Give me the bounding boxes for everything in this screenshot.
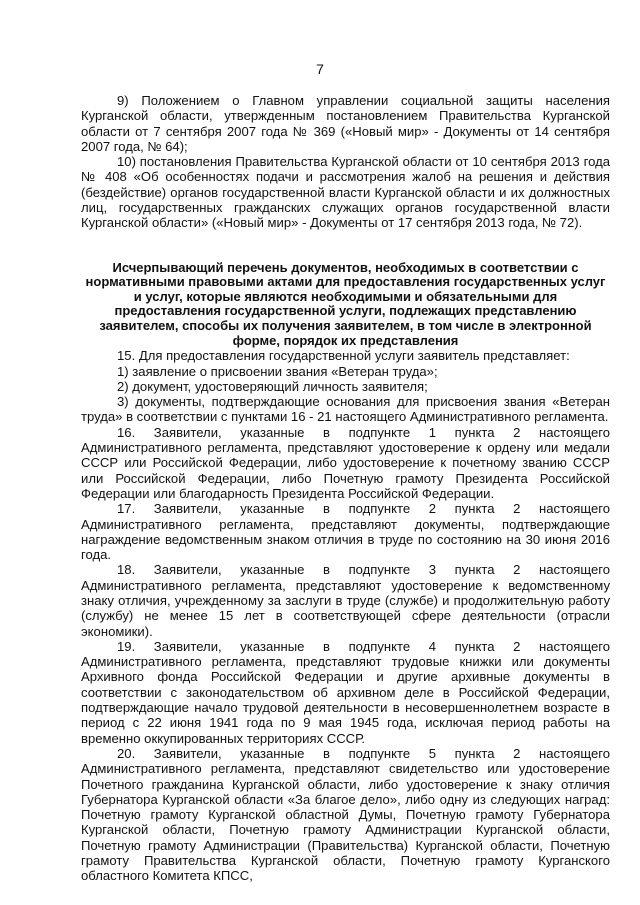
document-body bbox=[81, 93, 610, 884]
paragraph-15-item-3: 3) документы, подтверждающие основания для присвоения звания «Ветеран труда» в соответствии с пунктами 16 - 21 настоящего Административного регламента. bbox=[81, 394, 610, 425]
paragraph-19: 19. Заявители, указанные в подпункте 4 пункта 2 настоящего Административного регламента, представляют трудовые книжки или документы Архивного фонда Российской Федерации и другие архивные документы в соответствии с законодательством об архивном деле в Российской Федерации, подтверждающие начало трудовой деятельности в несовершеннолетнем возрасте в период с 22 июня 1941 года по 9 мая 1945 года, исключая период работы на временно оккупированных территориях СССР. bbox=[81, 638, 610, 746]
paragraph-17: 17. Заявители, указанные в подпункте 2 пункта 2 настоящего Административного регламента, представляют документы, подтверждающие награждение ведомственным знаком отличия в труде по состоянию на 30 июня 2016 года. bbox=[81, 501, 610, 563]
paragraph-18: 18. Заявители, указанные в подпункте 3 пункта 2 настоящего Административного регламента, представляют удостоверение к ведомственному знаку отличия, учрежденному за заслуги в труде (службе) и продолжительную работу (службу) не менее 15 лет в соответствующей сфере деятельности (отрасли экономики). bbox=[81, 562, 610, 639]
paragraph-15-item-1: 1) заявление о присвоении звания «Ветеран труда»; bbox=[117, 363, 438, 379]
section-spacer bbox=[81, 246, 610, 261]
paragraph-item-9: 9) Положением о Главном управлении социальной защиты населения Курганской области, утвержденным постановлением Правительства Курганской области от 7 сентября 2007 года № 369 («Новый мир» - Документы от 14 сентября 2007 года, № 64); bbox=[81, 93, 610, 154]
paragraph-15-item-2: 2) документ, удостоверяющий личность заявителя; bbox=[117, 378, 428, 394]
paragraph-15: 15. Для предоставления государственной услуги заявитель представляет: bbox=[117, 348, 570, 364]
paragraph-16: 16. Заявители, указанные в подпункте 1 пункта 2 настоящего Административного регламента, представляют удостоверение к ордену или медали СССР или Российской Федерации, либо удостоверение к почетному званию СССР или Российской Федерации, либо Почетную грамоту Президента Российской Федерации или благодарность Президента Российской Федерации. bbox=[81, 424, 610, 501]
paragraph-item-10: 10) постановления Правительства Курганской области от 10 сентября 2013 года № 408 «Об особенностях подачи и рассмотрения жалоб на решения и действия (бездействие) органов государственной власти Курганской области и их должностных лиц, государственных гражданских служащих органов государственной власти Курганской области» («Новый мир» - Документы от 17 сентября 2013 года, № 72). bbox=[81, 154, 610, 231]
section-heading: Исчерпывающий перечень документов, необходимых в соответствии с нормативными правовыми актами для предоставления государственных услуг и услуг, которые являются необходимыми и обязательными для предоставления государственной услуги, подлежащих представлению заявителем, способы их получения заявителем, в том числе в электронной форме, порядок их представления bbox=[85, 259, 606, 348]
page-number: 7 bbox=[316, 61, 324, 77]
section-spacer bbox=[81, 231, 610, 246]
paragraph-20: 20. Заявители, указанные в подпункте 5 пункта 2 настоящего Административного регламента, представляют свидетельство или удостоверение Почетного гражданина Курганской области, либо удостоверение к знаку отличия Губернатора Курганской области «За благое дело», либо одну из следующих наград: Почетную грамоту Курганской областной Думы, Почетную грамоту Губернатора Курганской области, Почетную грамоту Администрации Курганской области, Почетную грамоту Администрации (Правительства) Курганской области, Почетную грамоту Правительства Курганской области, Почетную грамоту Курганского областного Комитета КПСС, bbox=[81, 745, 610, 884]
